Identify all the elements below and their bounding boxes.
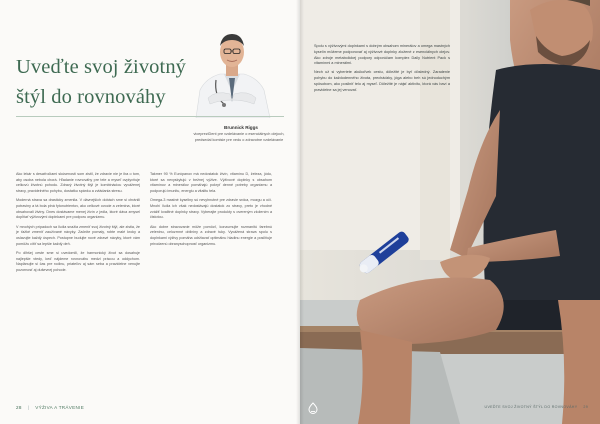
paragraph: V mnohých prípadoch sa ľudia snažia zmeniť svoj životný štýl, ale zistia, že je ťažké zmeniť zaužívané návyky. Začnite pomaly, robte malé kroky a oslavujte každý úspech. Postupne budujte nové zdravé návyky, ktoré vám pomôžu cítiť sa lepšie každý deň. (16, 224, 140, 246)
paragraph: Omega-3 mastné kyseliny sú nevyhnutné pre zdravie srdca, mozgu a očí. Mnohí ľudia ich však nedostávajú dostatok zo stravy, preto je vhodné zvážiť kvalitné doplnky stravy. Vyberajte produkty s overeným zložením a čistotou. (150, 198, 272, 220)
title-divider (16, 116, 284, 117)
article-title: Uveďte svoj životný štýl do rovnováhy (16, 56, 187, 108)
paragraph: Ako dobre stravovanie môže pomôcť, konzumujte rozmanitú farebnú zeleninu, celozrnné obilniny a zdravé tuky. Vyvážená strava spolu s doplnkami výživy pomáha udržiavať optimálnu hladinu energie a posilňuje prirodzenú obranyschopnosť organizmu. (150, 224, 272, 246)
paragraph: Nech už si vyberiete akúkoľvek cestu, dôležité je byť dôsledný. Zaradenie pohybu do každodenného života, prechádzky, jóga alebo beh sú jednoduchým spôsobom, ako posilniť telo aj myseľ. Dôležité je nájsť aktivitu, ktorá vás baví a pravidelne sa jej venovať. (314, 70, 450, 92)
section-label: VÝŽIVA A TRÁVENIE (35, 405, 85, 410)
body-column-1 (16, 172, 140, 278)
left-footer: 28 | VÝŽIVA A TRÁVENIE (16, 405, 85, 410)
right-page (300, 0, 600, 424)
body-column-2 (150, 172, 272, 251)
section-label: UVEĎTE SVOJ ŽIVOTNÝ ŠTÝL DO ROVNOVÁHY (484, 405, 578, 409)
page-number: 28 (16, 405, 22, 410)
author-name: Brunnick Riggs (224, 125, 258, 130)
spine-gutter (296, 0, 304, 424)
right-footer (485, 405, 588, 409)
paragraph: Po dlhšej ceste sme si uvedomili, že harmonický život sa dosahuje najlepšie vtedy, keď nájdeme rovnováhu medzi prácou a oddychom. Naplánujte si čas pre rodinu, priateľov aj sám seba a pravidelne venujte pozornosť aj duševnej pohode. (16, 251, 140, 272)
author-bio: vicepreziDent pre vzdelávanie o esenciálnych olejoch, predsedal komisie pre vedu o zdravotne vzdelávanie (193, 132, 285, 142)
paragraph: Takmer 90 % Európanov má nedostatok živín, vitamínu D, železa, jódu, ktoré sa nevyskytujú v bežnej výžive. Výživové doplnky s obsahom vitamínov a minerálov pomáhajú pokryť denné potreby organizmu a podporujú imunitu, energiu a vitalitu tela. (150, 172, 272, 193)
brand-logo-icon (308, 402, 318, 414)
page-number: 29 (583, 405, 588, 409)
author-portrait (186, 20, 278, 118)
right-page-text (314, 44, 450, 96)
paragraph: Moderná strava sa drasticky zmenila. V dávnejších dobách sme si chránili potraviny a tá bola plná fytonutrientov, ako celkové ovocie a zelenina, ktoré obsahovali živiny. Dnes dostávame menej živín z jedla, ktoré dáva zmysel dopĺňať výživovými doplnkami pre podporu organizmu. (16, 198, 140, 220)
paragraph: Spolu s výživovými doplnkami s dobrým obsahom minerálov a omega mastných kyselín môžeme podporovať aj výživové doplnky zložené z esenciálnych olejov. Ako zdroje metabolickej podpory odporúčam komplex Daily Nutrient Pack s vitamínmi a minerálmi. (314, 44, 450, 66)
paragraph: Ako lekár s desaťročiami skúseností som zistil, že zdravie nie je iba o tom, aby osoba nebola chorá. Hľadanie rovnováhy pre tele a myseľ ovplyvňuje celkovú životnú pohodu. Zdravý životný štýl je kombináciou vyváženej stravy, pravidelného pohybu, dostatku spánku a zvládania stresu. (16, 172, 140, 193)
